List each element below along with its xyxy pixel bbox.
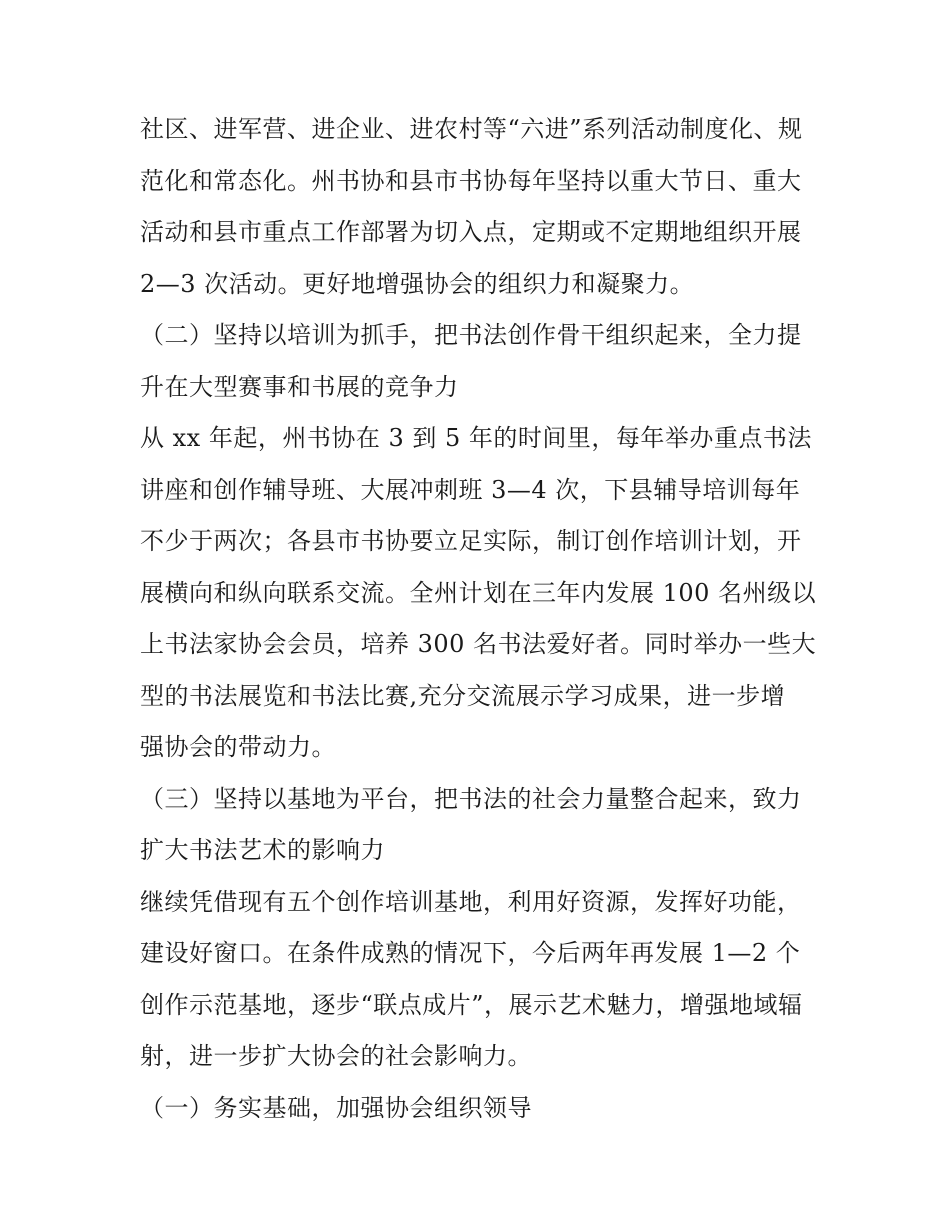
document-page (140, 104, 820, 1134)
text-line: 创作示范基地，逐步“联点成片”，展示艺术魅力，增强地域辐 (140, 990, 803, 1019)
section-heading: 扩大书法艺术的影响力 (140, 836, 385, 864)
section-heading: （三）坚持以基地为平台，把书法的社会力量整合起来，致力 (140, 784, 802, 813)
text-line: 不少于两次；各县市书协要立足实际，制订创作培训计划，开 (140, 527, 802, 555)
text-line: 展横向和纵向联系交流。全州计划在三年内发展 100 名州级以 (140, 578, 817, 607)
text-line: 讲座和创作辅导班、大展冲刺班 3—4 次，下县辅导培训每年 (140, 475, 801, 504)
text-line: 继续凭借现有五个创作培训基地，利用好资源，发挥好功能， (140, 887, 802, 916)
section-heading: （一）务实基础，加强协会组织领导 (140, 1093, 532, 1122)
text-line: 上书法家协会会员，培养 300 名书法爱好者。同时举办一些大 (140, 630, 817, 658)
text-line: 2—3 次活动。更好地增强协会的组织力和凝聚力。 (140, 269, 695, 298)
section-heading: 升在大型赛事和书展的竞争力 (140, 372, 459, 401)
text-line: 射，进一步扩大协会的社会影响力。 (140, 1042, 532, 1070)
text-line: 社区、进军营、进企业、进农村等“六进”系列活动制度化、规 (140, 115, 803, 143)
text-line: 建设好窗口。在条件成熟的情况下，今后两年再发展 1—2 个 (140, 939, 801, 967)
text-line: 活动和县市重点工作部署为切入点，定期或不定期地组织开展 (140, 218, 802, 246)
text-line: 强协会的带动力。 (140, 733, 336, 761)
text-line: 范化和常态化。州书协和县市书协每年坚持以重大节日、重大 (140, 166, 802, 195)
text-line: 型的书法展览和书法比赛,充分交流展示学习成果，进一步增 (140, 681, 786, 710)
text-line: 从 xx 年起，州书协在 3 到 5 年的时间里，每年举办重点书法 (140, 424, 812, 452)
section-heading: （二）坚持以培训为抓手，把书法创作骨干组织起来，全力提 (140, 321, 802, 349)
